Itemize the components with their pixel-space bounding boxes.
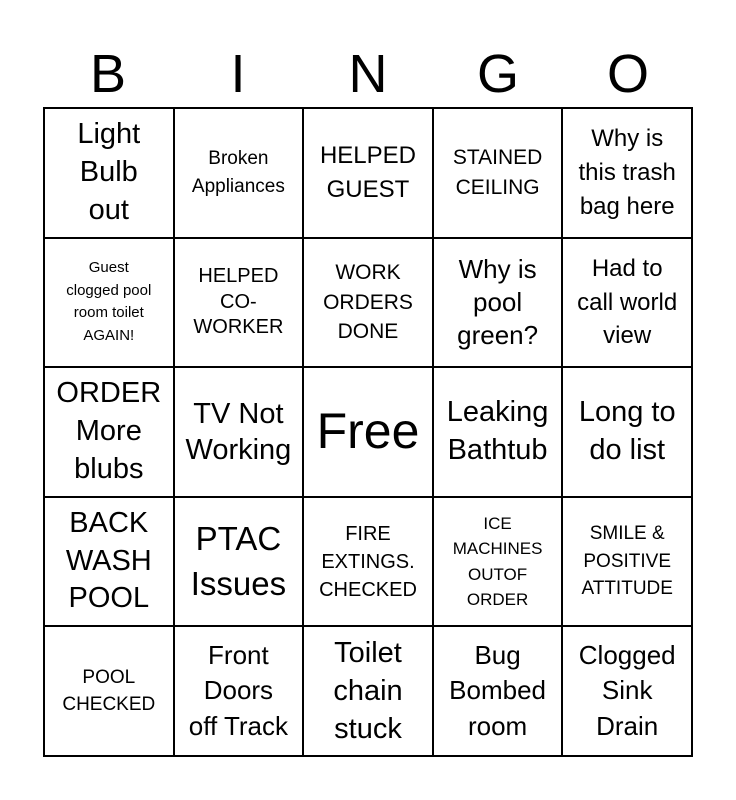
- cell-text: Light Bulb out: [77, 118, 141, 226]
- cell-text: Guest clogged pool room toilet AGAIN!: [66, 259, 152, 344]
- cell-text: Toilet chain stuck: [333, 636, 403, 746]
- bingo-cell-r0-c0[interactable]: [44, 108, 174, 238]
- bingo-cell-r2-c0[interactable]: [44, 367, 174, 497]
- bingo-board: [43, 107, 693, 757]
- bingo-cell-r4-c4[interactable]: [562, 626, 692, 756]
- bingo-cell-r4-c1[interactable]: [174, 626, 304, 756]
- cell-text: HELPED GUEST: [319, 142, 417, 203]
- bingo-cell-r4-c0[interactable]: [44, 626, 174, 756]
- cell-text: WORK ORDERS DONE: [323, 261, 413, 344]
- cell-text: ICE MACHINES OUTOF ORDER: [452, 513, 543, 610]
- header-letter-o: O: [606, 44, 649, 104]
- cell-text: STAINED CEILING: [452, 146, 543, 199]
- bingo-cell-r0-c1[interactable]: [174, 108, 304, 238]
- bingo-cell-r0-c3[interactable]: [433, 108, 563, 238]
- bingo-cell-r2-c1[interactable]: [174, 367, 304, 497]
- cell-text: Clogged Sink Drain: [578, 639, 676, 741]
- cell-text: FIRE EXTINGS. CHECKED: [319, 522, 417, 601]
- cell-text: Why is pool green?: [457, 253, 539, 350]
- cell-text: Had to call world view: [577, 255, 678, 350]
- bingo-cell-r1-c4[interactable]: [562, 238, 692, 368]
- cell-text: Front Doors off Track: [188, 639, 288, 741]
- cell-text: BACK WASH POOL: [65, 507, 152, 615]
- bingo-cell-r4-c2[interactable]: [303, 626, 433, 756]
- bingo-cell-r3-c3[interactable]: [433, 497, 563, 627]
- bingo-cell-r1-c0[interactable]: [44, 238, 174, 368]
- cell-text: Long to do list: [578, 396, 676, 466]
- free-space-text: Free: [316, 403, 420, 460]
- cell-text: Leaking Bathtub: [446, 396, 549, 466]
- bingo-cell-r1-c3[interactable]: [433, 238, 563, 368]
- header-letter-n: N: [348, 44, 388, 104]
- cell-text: Why is this trash bag here: [578, 125, 676, 220]
- bingo-cell-free[interactable]: [303, 367, 433, 497]
- cell-text: Bug Bombed room: [449, 639, 547, 741]
- bingo-cell-r3-c1[interactable]: [174, 497, 304, 627]
- cell-text: PTAC Issues: [190, 520, 287, 602]
- cell-text: ORDER More blubs: [56, 377, 162, 485]
- header-letter-g: G: [476, 44, 519, 104]
- bingo-cell-r1-c2[interactable]: [303, 238, 433, 368]
- bingo-cell-r0-c4[interactable]: [562, 108, 692, 238]
- bingo-cell-r4-c3[interactable]: [433, 626, 563, 756]
- bingo-cell-r2-c3[interactable]: [433, 367, 563, 497]
- cell-text: SMILE & POSITIVE ATTITUDE: [581, 523, 673, 600]
- bingo-cell-r3-c4[interactable]: [562, 497, 692, 627]
- bingo-cell-r3-c0[interactable]: [44, 497, 174, 627]
- bingo-cell-r3-c2[interactable]: [303, 497, 433, 627]
- bingo-cell-r0-c2[interactable]: [303, 108, 433, 238]
- cell-text: TV Not Working: [185, 397, 292, 466]
- header-letter-i: I: [230, 44, 246, 104]
- cell-text: HELPED CO- WORKER: [193, 265, 284, 339]
- cell-text: Broken Appliances: [191, 148, 285, 197]
- bingo-cell-r2-c4[interactable]: [562, 367, 692, 497]
- cell-text: POOL CHECKED: [62, 666, 156, 716]
- bingo-cell-r1-c1[interactable]: [174, 238, 304, 368]
- bingo-header: [43, 44, 693, 104]
- header-letter-b: B: [89, 44, 127, 104]
